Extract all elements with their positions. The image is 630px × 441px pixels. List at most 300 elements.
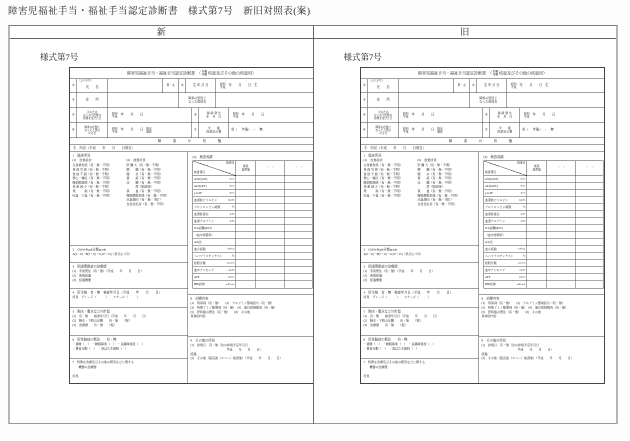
- list-item: 平成 年 月 日）: [481, 348, 554, 352]
- list-item: 食 欲 不 振（有・無・不明）: [363, 172, 402, 176]
- effusion-lines: [363, 315, 476, 328]
- lab-test-name: AFP ng/mL: [484, 275, 525, 279]
- comparison-body: [10, 39, 616, 424]
- lab-value-cell: [575, 239, 604, 246]
- section-biopsy: [70, 289, 188, 308]
- list-item: 出血傾向（有・無・（程））: [126, 198, 163, 202]
- list-item: ・昏睡（ ） ・睡眠障害（ ） ・意識障害度（ ）: [72, 343, 145, 347]
- section-biliary: [361, 263, 479, 289]
- lab-test-name: 血小板数 ×10⁴/μL: [484, 247, 525, 251]
- lab-row: [193, 190, 312, 197]
- list-item: 具体的内容: [481, 315, 497, 319]
- lab-standard-cell: [236, 267, 256, 274]
- lab-row: [484, 239, 603, 246]
- lab-row: [193, 218, 312, 225]
- name-value: [108, 79, 163, 93]
- lab-standard-cell: [527, 239, 547, 246]
- lab-standard-cell: [236, 176, 256, 183]
- info-row-firstvisit-onset: [361, 108, 604, 123]
- list-item: 脾 腫（有・無・不明）: [417, 168, 454, 172]
- lab-value-cell: [547, 246, 576, 253]
- section-heading: 2 Child-Pugh分類grade: [72, 248, 107, 252]
- lab-row: [484, 274, 603, 281]
- lab-value-cell: [575, 218, 604, 225]
- list-item: 吐血・下血（有・無・不明）: [363, 194, 403, 198]
- lab-row: [193, 281, 312, 288]
- lab-test-name: 血小板数 ×10⁴/μL: [194, 247, 235, 251]
- lab-value-cell: [256, 211, 285, 218]
- lab-value-cell: [256, 183, 285, 190]
- lab-value-cell: [547, 281, 576, 288]
- section-heading: 1 臨床所見: [363, 154, 381, 158]
- page-title: 障害児福祉手当・福祉手当認定診断書 様式第7号 新旧対照表(案): [8, 7, 311, 17]
- cause-label: 障害の原因と なった傷病名: [179, 93, 216, 108]
- list-item: (1) 利尿剤（有・無） (2) アルブミン製剤投与（有・無）: [481, 302, 565, 306]
- field-number: ②: [470, 79, 477, 93]
- section-heading: 4 肝生検 有・無 検査年月日（平成 年 月 日）: [72, 291, 162, 295]
- state-value: 昭和 平成 年 月 日 推定 確認: [108, 123, 192, 138]
- symptom-list: [363, 164, 415, 198]
- renewal-value: 有（ 年後） ・ 無: [231, 128, 263, 132]
- list-item: 浮 腫（有・無・不明）: [417, 181, 454, 185]
- lab-row: [484, 190, 603, 197]
- list-item: (2) その他（超音波（エコー）検査他）（平成 年 月 日）: [481, 357, 573, 361]
- section-childpugh: [361, 246, 479, 263]
- lab-test-name: 血清アルブミン g/dL: [484, 219, 525, 223]
- lab-row: [193, 267, 312, 274]
- lab-row: [484, 246, 603, 253]
- lab-value-cell: [285, 274, 314, 281]
- lab-standard-cell: [236, 190, 256, 197]
- list-item: (1) 有・無 検査年月日（平成 年 月 日）: [72, 315, 148, 319]
- lab-row: [193, 176, 312, 183]
- lab-date-header-1: ／ ／: [547, 161, 576, 176]
- section-special-treatment: [70, 359, 188, 383]
- encephalopathy-lines: [363, 343, 476, 352]
- list-item: ・異常行動（ ） ・羽ばたき振戦（ ）: [72, 347, 129, 351]
- lab-value-cell: [547, 239, 576, 246]
- other-lines: [481, 344, 601, 361]
- form-title-main: 疾患及びその他の疾患用: [208, 71, 252, 76]
- lab-value-cell: [575, 267, 604, 274]
- lab-value-cell: [285, 218, 314, 225]
- lab-standard-cell: [236, 232, 256, 239]
- list-item: 体 重 減 少（有・無・不明）: [363, 185, 402, 189]
- lab-row: [193, 260, 312, 267]
- list-item: (3) 経過概要: [72, 278, 91, 282]
- list-item: 黄 疸（有・無・不明）: [126, 177, 163, 181]
- lab-heading: (3) 検査成績: [192, 155, 213, 159]
- lab-value-cell: [285, 190, 314, 197]
- lab-row: [484, 281, 603, 288]
- lab-value-cell: [547, 204, 576, 211]
- section-biliary: [70, 263, 188, 289]
- lab-value-cell: [285, 232, 314, 239]
- lab-value-cell: [575, 183, 604, 190]
- address-label: 住 所: [368, 93, 399, 108]
- form-title-qualifier: 肝臓 腎臓: [492, 70, 498, 76]
- state-band: 障 害 の 状 態: [70, 138, 313, 145]
- lab-corner-cell: 検査日 検査項目: [484, 161, 525, 175]
- state-label: 障害の状態に なったと思わ れる日: [368, 123, 399, 138]
- form-title-close: ）: [252, 71, 256, 76]
- lab-standard-cell: [236, 246, 256, 253]
- lab-value-cell: [285, 239, 314, 246]
- lab-table: [193, 161, 313, 289]
- list-item: 全身倦怠感（有・無・不明）: [72, 164, 112, 168]
- lab-value-cell: [285, 225, 314, 232]
- biopsy-grade-stage: 所見 グレード（ ） ステージ（ ）: [363, 296, 431, 300]
- special-findings-label: 所見: [363, 375, 370, 379]
- lab-value-cell: [256, 281, 285, 288]
- biopsy-grade-stage: 所見 グレード（ ） ステージ（ ）: [72, 296, 140, 300]
- lab-table: [483, 161, 603, 289]
- list-item: 腹壁静脈怒張（有・無・不明）: [417, 194, 460, 198]
- diagnosis-form: [360, 67, 594, 384]
- lab-row: [193, 225, 312, 232]
- lab-value-cell: [256, 218, 285, 225]
- lab-standard-cell: [236, 225, 256, 232]
- name-label: （ふりがな） 氏 名: [77, 79, 108, 93]
- lab-value-cell: [575, 253, 604, 260]
- onset-label: 傷 病 発 生 年 月 日: [199, 108, 229, 123]
- lab-row: [484, 260, 603, 267]
- lab-standard-header: 施設 基準値: [527, 161, 547, 176]
- new-form-container: [69, 67, 315, 383]
- lab-standard-cell: [527, 260, 547, 267]
- onset-value: 昭和 平成 年 月 日: [233, 112, 265, 119]
- gender-options: 男・女: [163, 79, 179, 93]
- subsection-heading: (1) 自覚症状: [363, 158, 383, 163]
- lab-test-name: A/G比: [193, 239, 236, 246]
- section-effusion: [361, 308, 479, 336]
- form-title-main: 疾患及びその他の疾患用: [498, 71, 543, 76]
- section-treatment: [188, 295, 313, 337]
- lab-row: [484, 197, 603, 204]
- state-label: 障害の状態に なったと思わ れる日: [77, 123, 108, 138]
- onset-label: 傷 病 発 生 年 月 日: [490, 108, 520, 123]
- birth-label: 生 年 月 日: [477, 79, 507, 93]
- field-number: ③: [70, 93, 77, 108]
- lab-value-cell: [285, 253, 314, 260]
- birth-label: 生 年 月 日: [186, 79, 216, 93]
- gender-options: 男・女: [454, 79, 470, 93]
- list-item: 黄 疸（有・無・不明）: [417, 177, 454, 181]
- section-clinical: [361, 152, 479, 246]
- lab-value-cell: [575, 176, 604, 183]
- field-number: ⑤: [192, 108, 199, 123]
- lab-value-cell: [575, 274, 604, 281]
- lab-standard-cell: [527, 225, 547, 232]
- lab-value-cell: [575, 211, 604, 218]
- lab-row: [193, 253, 312, 260]
- comparison-header-row: [10, 26, 616, 39]
- form-title-qualifier: 肝臓 腎臓: [201, 70, 207, 76]
- section-encephalopathy: [70, 336, 188, 359]
- lab-standard-cell: [236, 197, 256, 204]
- lab-row: [484, 204, 603, 211]
- lab-test-name: 総胆汁酸 μmol/L: [484, 261, 525, 265]
- section-heading: 9 その他の所見: [481, 339, 506, 343]
- lab-value-cell: [547, 232, 576, 239]
- lab-standard-cell: [527, 281, 547, 288]
- list-item: (1) 手術既往（有・無）（平成 年 月 日）: [363, 270, 434, 274]
- section-heading-cont: 機器の治療歴: [363, 365, 388, 369]
- lab-value-cell: [256, 204, 285, 211]
- list-item: 貧 血（有・無・不明）: [417, 189, 454, 193]
- form-title-row: [361, 68, 604, 79]
- section-clinical: [70, 152, 188, 246]
- lab-value-cell: [285, 211, 314, 218]
- cause-value: [507, 93, 604, 108]
- lab-standard-cell: [527, 204, 547, 211]
- section-heading: 3 胆道閉鎖症の治療歴: [72, 265, 107, 269]
- field-number: ⑤: [483, 108, 490, 123]
- lab-value-cell: [285, 281, 314, 288]
- field-number: ①: [70, 79, 77, 93]
- section-other-findings: [188, 337, 313, 383]
- list-item: (2) 胸水・下肢の浮腫 有・無 （程）: [72, 319, 132, 323]
- lab-standard-cell: [527, 197, 547, 204]
- lab-standard-cell: [236, 218, 256, 225]
- lab-value-cell: [547, 183, 576, 190]
- lab-row: [193, 183, 312, 190]
- section-biopsy: [361, 289, 479, 308]
- list-item: ・異常行動（ ） ・羽ばたき振戦（ ）: [363, 347, 419, 351]
- lab-row: [193, 274, 312, 281]
- encephalopathy-lines: [73, 343, 186, 352]
- lab-value-cell: [547, 267, 576, 274]
- lab-row: [193, 197, 312, 204]
- lab-standard-cell: [527, 190, 547, 197]
- field-number: ⑦: [192, 123, 199, 138]
- section-lab-results: [479, 152, 604, 295]
- state-band: 障 害 の 状 態: [361, 138, 604, 145]
- list-item: (1) 診察日 有・無（次の診察予定年月日: [481, 344, 539, 348]
- lab-test-name: 血清総ビリルビン mg/dL: [194, 198, 235, 202]
- lab-date-header-2: ／ ／: [294, 166, 303, 170]
- lab-test-name: AFP ng/mL: [194, 275, 235, 279]
- lab-value-cell: [575, 281, 604, 288]
- lab-value-cell: [575, 232, 604, 239]
- list-item: (1) 手術既往（有・無）（平成 年 月 日）: [72, 270, 144, 274]
- lab-value-cell: [256, 274, 285, 281]
- list-item: (5) 肝移植の既往（有・無） (6) その他: [190, 310, 250, 314]
- address-label: 住 所: [77, 93, 108, 108]
- lab-test-name: 血清アルブミン g/dL: [194, 219, 235, 223]
- lab-row: [484, 232, 603, 239]
- name-label: （ふりがな） 氏 名: [368, 79, 399, 93]
- list-item: 腹部膨満感（有・無・不明）: [72, 181, 112, 185]
- section-heading: 9 その他の所見: [190, 339, 215, 343]
- list-item: 肝 腫 大（有・無・不明）: [417, 164, 452, 168]
- treatment-lines: [481, 302, 601, 319]
- field-number: ④: [361, 108, 368, 123]
- effusion-lines: [73, 315, 186, 328]
- lab-value-cell: [256, 260, 285, 267]
- lab-standard-cell: [527, 183, 547, 190]
- lab-test-name: HBs抗体 mIU/mL: [193, 281, 236, 288]
- list-item: 浮 腫（有・無・不明）: [126, 181, 163, 185]
- list-item: 腹部膨満感（有・無・不明）: [363, 181, 403, 185]
- lab-test-name: 血清総ビリルビン mg/dL: [484, 198, 525, 202]
- lab-standard-cell: [236, 253, 256, 260]
- lab-value-cell: [285, 260, 314, 267]
- lab-standard-cell: [527, 232, 547, 239]
- childpugh-grades: A(5～6)・B(7～9)・C(10～15)（該当に○印）: [72, 253, 132, 257]
- info-row-name-birth: [70, 79, 313, 93]
- list-item: 肝 腫 大（有・無・不明）: [126, 164, 162, 168]
- section-heading: 3 胆道閉鎖症の治療歴: [363, 265, 398, 269]
- form-main: [361, 152, 604, 383]
- list-item: (2) 術後経過: [363, 274, 382, 278]
- section-heading: 8 治療内容: [190, 297, 209, 301]
- lab-row: [484, 267, 603, 274]
- diagnosis-form: [69, 67, 303, 384]
- lab-rows: [193, 176, 312, 288]
- lab-test-name: ヘパプラスチンテスト ％: [194, 254, 235, 258]
- info-row-state-renewal: [361, 123, 604, 138]
- list-item: (3) 治療歴 有・無 （程）: [72, 323, 117, 327]
- lab-standard-cell: [527, 267, 547, 274]
- list-item: 腹 水（有・無・不明）: [417, 172, 454, 176]
- firstvisit-label: ④のため はじめて医師の 診療を受けた日: [77, 108, 108, 123]
- firstvisit-value: 昭和 平成 年 月 日: [399, 108, 483, 123]
- cause-label: 障害の原因と なった傷病名: [470, 93, 507, 108]
- lab-value-cell: [256, 267, 285, 274]
- lab-date-header-2: ／ ／: [585, 166, 594, 170]
- subsection-heading: (1) 自覚症状: [72, 158, 92, 163]
- list-item: 腹壁静脈怒張（有・無・不明）: [126, 194, 169, 198]
- lab-test-name: ALT(GPT) IU/L: [194, 184, 235, 188]
- list-item: 経過: [481, 352, 488, 356]
- old-column-header: 旧: [313, 26, 617, 38]
- lab-test-name: 血清総蛋白 g/dL: [484, 212, 525, 216]
- biliary-lines: [363, 270, 476, 283]
- lab-value-cell: [256, 232, 285, 239]
- lab-test-name: （血中停滞率）: [484, 232, 527, 239]
- list-item: (3) 治療歴 有・無 （程）: [363, 323, 407, 327]
- lab-value-cell: [547, 253, 576, 260]
- lab-standard-cell: [236, 274, 256, 281]
- lab-row: [484, 211, 603, 218]
- name-value: [399, 79, 454, 93]
- lab-test-name: ヘパプラスチンテスト ％: [484, 254, 525, 258]
- section-heading: 7 特殊な治療及びその他の研究などに関する: [363, 361, 425, 364]
- list-item: 体 重 減 少（有・無・不明）: [72, 185, 111, 189]
- lab-value-cell: [547, 197, 576, 204]
- lab-value-cell: [285, 176, 314, 183]
- field-number: ④: [70, 108, 77, 123]
- list-item: 食 欲 不 振（有・無・不明）: [72, 172, 111, 176]
- list-item: 経過: [190, 352, 197, 356]
- lab-value-cell: [575, 225, 604, 232]
- lab-standard-cell: [236, 211, 256, 218]
- lab-value-cell: [285, 197, 314, 204]
- info-row-state-renewal: [70, 123, 313, 138]
- lab-standard-cell: [236, 239, 256, 246]
- section-heading: 5 胸水・腹水などの貯留: [72, 310, 110, 314]
- form-title-text: 障害児福祉手当・福祉手当認定診断書 （: [417, 71, 492, 76]
- list-item: 易 疲 労 感（有・無・不明）: [363, 168, 402, 172]
- lab-value-cell: [256, 246, 285, 253]
- lab-row: [193, 246, 312, 253]
- birth-value: 昭和 平成 年 月 日 生: [510, 82, 549, 89]
- list-item: 度（脳症時）: [417, 185, 445, 189]
- list-item: 女性化乳房（有・無・不明）: [126, 202, 166, 206]
- onset-value: 昭和 平成 年 月 日: [523, 112, 555, 119]
- subsection-heading: (2) 他覚所見: [126, 158, 146, 163]
- form-code-label: 様式第7号: [40, 52, 79, 62]
- lab-row: [193, 232, 312, 239]
- lab-test-name: ICG試験(R15): [484, 225, 527, 232]
- lab-test-name: ALT(GPT) IU/L: [484, 184, 525, 188]
- symptom-list: [73, 164, 125, 198]
- lab-standard-cell: [236, 204, 256, 211]
- old-new-comparison-table: [8, 25, 618, 424]
- lab-value-cell: [575, 246, 604, 253]
- section-heading: 4 肝生検 有・無 検査年月日（平成 年 月 日）: [363, 291, 453, 295]
- lab-value-cell: [256, 253, 285, 260]
- lab-standard-cell: [527, 176, 547, 183]
- lab-row: [193, 204, 312, 211]
- main-right-column: [188, 152, 313, 383]
- section-childpugh: [70, 246, 188, 263]
- lab-test-name: HBs抗体 mIU/mL: [484, 281, 527, 288]
- form-title-text: 障害児福祉手当・福祉手当認定診断書 （: [126, 71, 201, 76]
- lab-value-cell: [575, 260, 604, 267]
- new-column-header: 新: [156, 27, 166, 37]
- lab-value-cell: [547, 218, 576, 225]
- lab-row: [484, 176, 603, 183]
- section-encephalopathy: [361, 336, 479, 359]
- list-item: 発 熱（有・無・不明）: [72, 189, 112, 193]
- cause-value: [216, 93, 313, 108]
- lab-row: [484, 218, 603, 225]
- list-item: (2) 術後経過: [72, 274, 91, 278]
- lab-test-name: ICG試験(R15): [193, 225, 236, 232]
- list-item: (3) 特殊アミノ酸製剤（有・無） (4) 蛋白質制限食（有・無）: [481, 306, 568, 310]
- lab-value-cell: [256, 190, 285, 197]
- list-item: (5) 肝移植の既往（有・無） (6) その他: [481, 310, 541, 314]
- lab-value-cell: [547, 274, 576, 281]
- lab-test-name: γ-GTP IU/L: [194, 191, 235, 195]
- list-item: ・昏睡（ ） ・睡眠障害（ ） ・意識障害度（ ）: [363, 343, 436, 347]
- lab-test-name: プロトロンビン時間 ％: [194, 205, 235, 209]
- section-effusion: [70, 308, 188, 336]
- list-item: 易 疲 労 感（有・無・不明）: [72, 168, 111, 172]
- lab-test-name: A/G比: [484, 239, 527, 246]
- lab-value-cell: [285, 183, 314, 190]
- special-findings-label: 所見: [72, 375, 79, 379]
- lab-value-cell: [256, 197, 285, 204]
- list-item: 吐血・下血（有・無・不明）: [72, 194, 112, 198]
- list-item: 発 熱（有・無・不明）: [363, 189, 403, 193]
- lab-row: [193, 239, 312, 246]
- main-left-column: [70, 152, 188, 383]
- lab-value-cell: [575, 197, 604, 204]
- lab-row: [484, 225, 603, 232]
- lab-value-cell: [256, 176, 285, 183]
- section-heading: 8 治療内容: [481, 297, 499, 301]
- lab-standard-cell: [527, 274, 547, 281]
- info-row-address-cause: [70, 93, 313, 108]
- renewal-label: 今 後 再認定の要: [199, 123, 229, 138]
- childpugh-grades: A(5～6)・B(7～9)・C(10～15)（該当に○印）: [363, 253, 422, 257]
- lab-heading: (3) 検査成績: [483, 155, 504, 159]
- lab-value-cell: [285, 267, 314, 274]
- section-heading: 2 Child-Pugh分類grade: [363, 248, 397, 252]
